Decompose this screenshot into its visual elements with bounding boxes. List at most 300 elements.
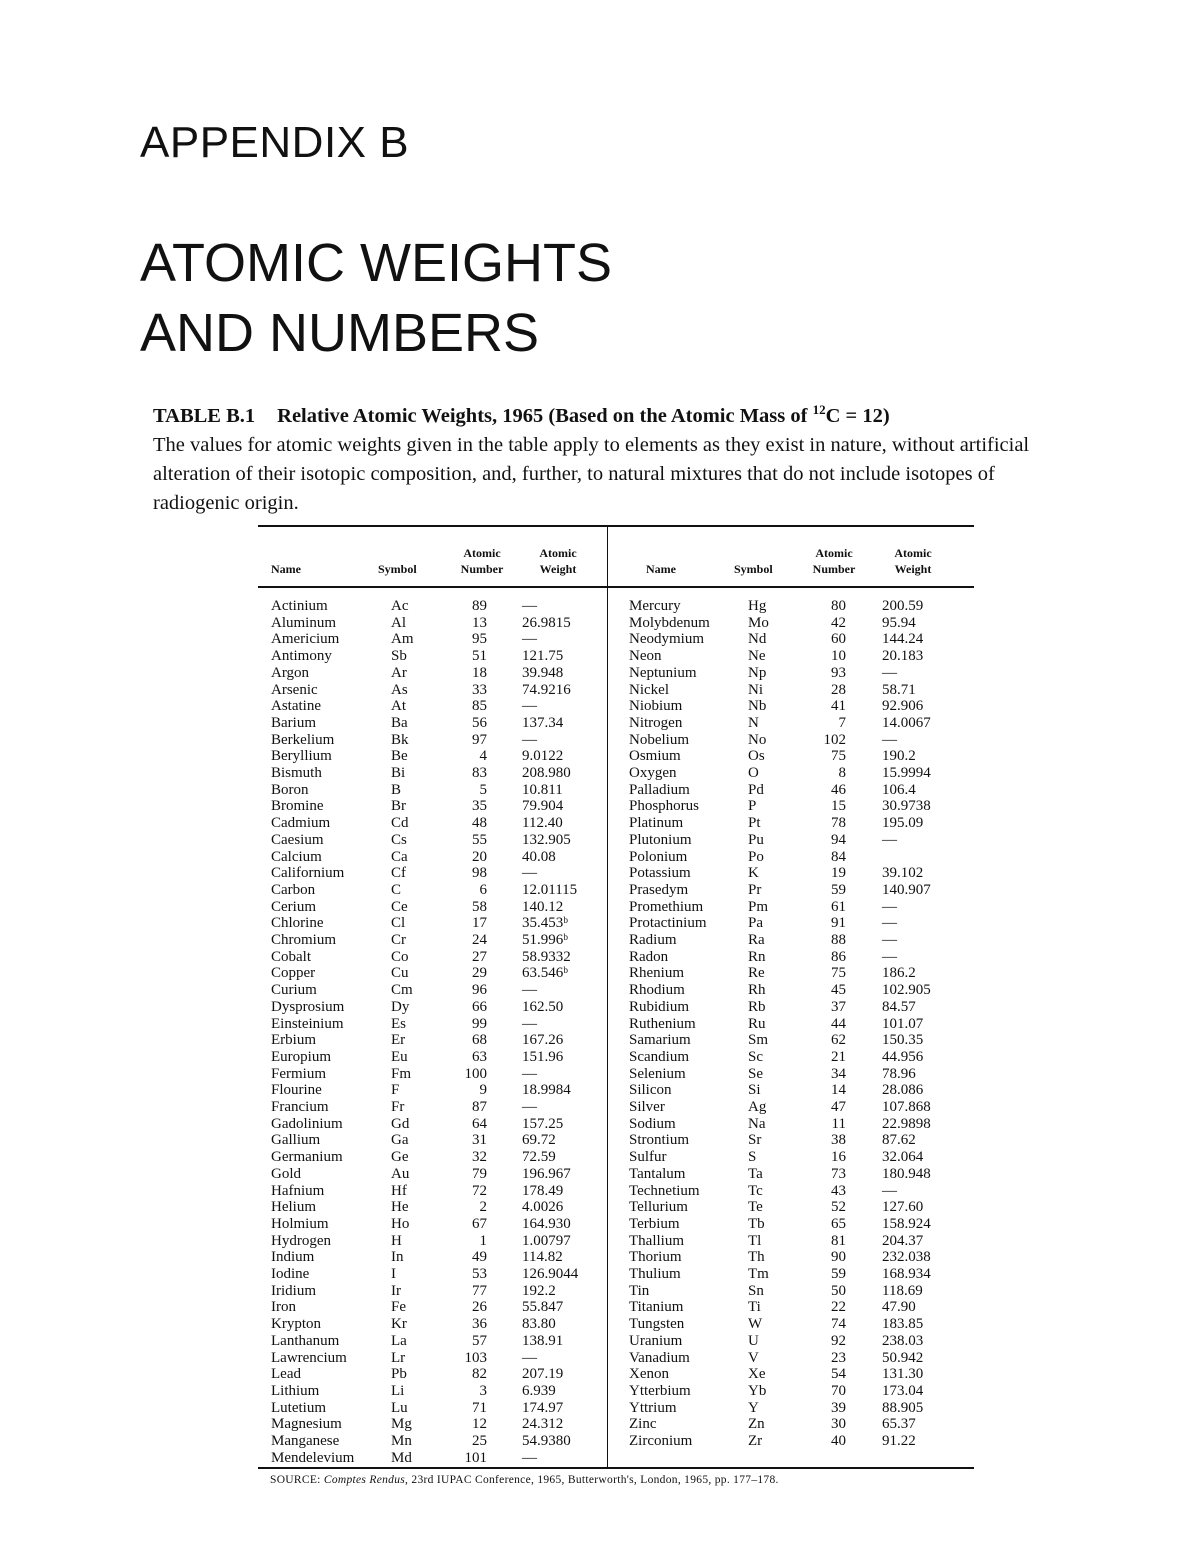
element-symbol: Sm bbox=[748, 1032, 769, 1049]
element-symbol: Mn bbox=[391, 1433, 412, 1449]
atomic-number: 27 bbox=[472, 948, 487, 965]
element-name: Rhenium bbox=[629, 965, 684, 982]
element-name: Molybdenum bbox=[629, 614, 710, 631]
table-row bbox=[258, 1350, 974, 1367]
atomic-number: 97 bbox=[472, 731, 487, 748]
atomic-weight: 50.942 bbox=[882, 1349, 924, 1366]
source-label: SOURCE: bbox=[270, 1474, 321, 1486]
atomic-weight: 118.69 bbox=[882, 1282, 923, 1299]
element-name: Thallium bbox=[629, 1232, 684, 1249]
table-row bbox=[258, 648, 974, 665]
element-name: Fermium bbox=[271, 1065, 326, 1082]
atomic-weight: — bbox=[882, 932, 897, 948]
atomic-weight: 168.934 bbox=[882, 1266, 931, 1282]
atomic-number: 103 bbox=[464, 1349, 487, 1366]
element-name: Europium bbox=[271, 1048, 331, 1065]
element-symbol: Ta bbox=[748, 1165, 763, 1182]
atomic-weight: 131.30 bbox=[882, 1366, 924, 1383]
table-row bbox=[258, 1183, 974, 1200]
element-name: Bismuth bbox=[271, 765, 322, 781]
atomic-weight: — bbox=[522, 1015, 537, 1032]
table-row bbox=[258, 1149, 974, 1166]
element-symbol: Na bbox=[748, 1115, 766, 1132]
table-row bbox=[258, 1366, 974, 1383]
atomic-number: 49 bbox=[472, 1249, 487, 1266]
atomic-number: 21 bbox=[831, 1048, 846, 1065]
table-header-rule bbox=[258, 586, 974, 588]
element-symbol: Co bbox=[391, 948, 409, 965]
element-symbol: Ge bbox=[391, 1149, 409, 1166]
table-row bbox=[258, 915, 974, 932]
atomic-number: 58 bbox=[472, 898, 487, 915]
element-symbol: Dy bbox=[391, 998, 410, 1015]
atomic-number: 80 bbox=[831, 598, 846, 614]
atomic-weight: — bbox=[882, 1182, 897, 1199]
atomic-weight: 54.9380 bbox=[522, 1433, 571, 1449]
table-row bbox=[258, 732, 974, 749]
atomic-number: 22 bbox=[831, 1299, 846, 1316]
table-row bbox=[258, 1216, 974, 1233]
element-symbol: Ba bbox=[391, 714, 408, 731]
atomic-number: 57 bbox=[472, 1332, 487, 1349]
element-name: Einsteinium bbox=[271, 1015, 344, 1032]
atomic-number: 38 bbox=[831, 1132, 846, 1149]
element-name: Technetium bbox=[629, 1182, 700, 1199]
atomic-weight: 106.4 bbox=[882, 781, 916, 798]
element-name: Osmium bbox=[629, 748, 681, 765]
atomic-weight: 55.847 bbox=[522, 1299, 564, 1316]
atomic-number: 95 bbox=[472, 631, 487, 648]
atomic-number: 96 bbox=[472, 982, 487, 999]
element-name: Arsenic bbox=[271, 681, 318, 698]
atomic-number: 46 bbox=[831, 781, 846, 798]
atomic-number: 3 bbox=[479, 1382, 487, 1399]
page-title bbox=[140, 228, 612, 368]
element-name: Nickel bbox=[629, 681, 669, 698]
atomic-weight: 6.939 bbox=[522, 1382, 556, 1399]
atomic-weight: 65.37 bbox=[882, 1416, 916, 1433]
atomic-weight: 167.26 bbox=[522, 1032, 564, 1049]
atomic-weight: — bbox=[522, 1099, 537, 1115]
atomic-number: 43 bbox=[831, 1182, 846, 1199]
element-symbol: U bbox=[748, 1332, 759, 1349]
element-name: Indium bbox=[271, 1249, 315, 1266]
element-symbol: Gd bbox=[391, 1115, 410, 1132]
atomic-weight: 14.0067 bbox=[882, 714, 931, 731]
atomic-weight: — bbox=[882, 731, 897, 748]
table-row bbox=[258, 1116, 974, 1133]
atomic-weight: 22.9898 bbox=[882, 1115, 931, 1132]
element-name: Erbium bbox=[271, 1032, 316, 1049]
atomic-number: 12 bbox=[472, 1416, 487, 1433]
atomic-weight: — bbox=[882, 831, 897, 848]
table-row bbox=[258, 782, 974, 799]
element-symbol: W bbox=[748, 1316, 763, 1333]
atomic-weight: 18.9984 bbox=[522, 1082, 571, 1099]
atomic-weight: 107.868 bbox=[882, 1099, 931, 1115]
atomic-number: 101 bbox=[464, 1449, 487, 1466]
element-name: Uranium bbox=[629, 1332, 683, 1349]
atomic-number: 64 bbox=[472, 1115, 487, 1132]
atomic-weight: 84.57 bbox=[882, 998, 916, 1015]
element-symbol: Ac bbox=[391, 598, 409, 614]
source-details: , 23rd IUPAC Conference, 1965, Butterworth's, London, 1965, pp. 177–178. bbox=[405, 1474, 779, 1486]
element-name: Calcium bbox=[271, 848, 322, 865]
atomic-number: 6 bbox=[479, 881, 487, 898]
atomic-number: 32 bbox=[472, 1149, 487, 1166]
element-name: Lead bbox=[271, 1366, 301, 1383]
atomic-number: 28 bbox=[831, 681, 846, 698]
element-symbol: S bbox=[748, 1149, 757, 1166]
element-symbol: Tb bbox=[748, 1215, 765, 1232]
element-symbol: Bi bbox=[391, 765, 406, 781]
element-symbol: Md bbox=[391, 1449, 412, 1466]
element-symbol: Cd bbox=[391, 815, 409, 832]
element-symbol: At bbox=[391, 698, 406, 715]
element-name: Actinium bbox=[271, 598, 328, 614]
element-name: Iridium bbox=[271, 1282, 316, 1299]
table-row bbox=[258, 1416, 974, 1433]
element-symbol: Rb bbox=[748, 998, 766, 1015]
atomic-number: 33 bbox=[472, 681, 487, 698]
atomic-number: 59 bbox=[831, 881, 846, 898]
element-symbol: Pm bbox=[748, 898, 769, 915]
table-row bbox=[258, 1082, 974, 1099]
element-name: Ytterbium bbox=[629, 1382, 691, 1399]
element-name: Astatine bbox=[271, 698, 321, 715]
element-symbol: Er bbox=[391, 1032, 406, 1049]
atomic-number: 8 bbox=[838, 765, 846, 781]
element-name: Radon bbox=[629, 948, 669, 965]
atomic-number: 29 bbox=[472, 965, 487, 982]
atomic-number: 74 bbox=[831, 1316, 846, 1333]
element-name: Germanium bbox=[271, 1149, 343, 1166]
atomic-number: 87 bbox=[472, 1099, 487, 1115]
element-name: Hafnium bbox=[271, 1182, 325, 1199]
atomic-number: 71 bbox=[472, 1399, 487, 1416]
source-publication: Comptes Rendus bbox=[323, 1474, 406, 1486]
element-symbol: Tl bbox=[748, 1232, 762, 1249]
element-symbol: Ni bbox=[748, 681, 763, 698]
table-row bbox=[258, 1249, 974, 1266]
atomic-weight: — bbox=[882, 948, 897, 965]
atomic-weight: 44.956 bbox=[882, 1048, 924, 1065]
element-symbol: Pa bbox=[748, 915, 763, 932]
element-name: Cadmium bbox=[271, 815, 331, 832]
table-row bbox=[258, 1433, 974, 1450]
element-name: Zinc bbox=[629, 1416, 657, 1433]
table-row bbox=[258, 682, 974, 699]
table-row bbox=[258, 949, 974, 966]
atomic-weight: 178.49 bbox=[522, 1182, 564, 1199]
element-symbol: Rn bbox=[748, 948, 766, 965]
atomic-weight: 232.038 bbox=[882, 1249, 931, 1266]
element-symbol: La bbox=[391, 1332, 407, 1349]
table-row bbox=[258, 1066, 974, 1083]
atomic-number: 86 bbox=[831, 948, 846, 965]
element-symbol: Sb bbox=[391, 648, 407, 665]
table-title-pre: Relative Atomic Weights, 1965 (Based on the Atomic Mass of bbox=[277, 404, 813, 427]
atomic-weight: 112.40 bbox=[522, 815, 563, 832]
atomic-number: 85 bbox=[472, 698, 487, 715]
table-row bbox=[258, 798, 974, 815]
element-name: Tungsten bbox=[629, 1316, 685, 1333]
element-name: Iron bbox=[271, 1299, 296, 1316]
element-name: Aluminum bbox=[271, 614, 337, 631]
element-name: Prasedym bbox=[629, 881, 689, 898]
atomic-number: 72 bbox=[472, 1182, 487, 1199]
element-symbol: Li bbox=[391, 1382, 405, 1399]
element-symbol: Bk bbox=[391, 731, 409, 748]
element-symbol: Th bbox=[748, 1249, 765, 1266]
atomic-number: 100 bbox=[464, 1065, 487, 1082]
atomic-number: 45 bbox=[831, 982, 846, 999]
atomic-number: 75 bbox=[831, 748, 846, 765]
element-symbol: Eu bbox=[391, 1048, 408, 1065]
element-symbol: In bbox=[391, 1249, 404, 1266]
element-name: Scandium bbox=[629, 1048, 689, 1065]
atomic-number: 93 bbox=[831, 664, 846, 681]
atomic-weight: 58.71 bbox=[882, 681, 916, 698]
element-symbol: Pb bbox=[391, 1366, 407, 1383]
element-name: Lanthanum bbox=[271, 1332, 340, 1349]
header-atomic-weight: Atomic Weight bbox=[894, 546, 932, 576]
atomic-weight: 79.904 bbox=[522, 798, 564, 815]
element-name: Gadolinium bbox=[271, 1115, 343, 1132]
atomic-number: 42 bbox=[831, 614, 846, 631]
element-name: Mercury bbox=[629, 598, 681, 614]
atomic-weight: 208.980 bbox=[522, 765, 571, 781]
atomic-number: 47 bbox=[831, 1099, 846, 1115]
element-name: Tellurium bbox=[629, 1199, 688, 1216]
element-symbol: Pr bbox=[748, 881, 762, 898]
element-symbol: Ca bbox=[391, 848, 408, 865]
page-title-line: AND NUMBERS bbox=[140, 303, 540, 363]
element-symbol: Al bbox=[391, 614, 406, 631]
element-symbol: Cu bbox=[391, 965, 409, 982]
element-symbol: Se bbox=[748, 1065, 763, 1082]
atomic-number: 39 bbox=[831, 1399, 846, 1416]
element-name: Berkelium bbox=[271, 731, 335, 748]
element-name: Mendelevium bbox=[271, 1449, 355, 1466]
element-symbol: Nb bbox=[748, 698, 767, 715]
element-symbol: C bbox=[391, 881, 402, 898]
element-name: Silicon bbox=[629, 1082, 672, 1099]
element-name: Argon bbox=[271, 664, 310, 681]
appendix-label: APPENDIX B bbox=[140, 118, 410, 167]
table-top-rule bbox=[258, 525, 974, 527]
element-name: Bromine bbox=[271, 798, 324, 815]
atomic-weight: 238.03 bbox=[882, 1332, 924, 1349]
element-symbol: No bbox=[748, 731, 767, 748]
table-row bbox=[258, 1299, 974, 1316]
atomic-weight: 30.9738 bbox=[882, 798, 931, 815]
element-name: Oxygen bbox=[629, 765, 677, 781]
element-name: Platinum bbox=[629, 815, 684, 832]
atomic-number: 83 bbox=[472, 765, 487, 781]
element-symbol: Hf bbox=[391, 1182, 407, 1199]
element-symbol: Fr bbox=[391, 1099, 405, 1115]
atomic-weight: 35.453ᵇ bbox=[522, 915, 568, 932]
atomic-weight: — bbox=[522, 1349, 537, 1366]
atomic-number: 40 bbox=[831, 1433, 846, 1449]
header-atomic-number: Atomic Number bbox=[460, 546, 504, 576]
atomic-number: 56 bbox=[472, 714, 487, 731]
element-symbol: Ir bbox=[391, 1282, 401, 1299]
atomic-number: 63 bbox=[472, 1048, 487, 1065]
element-symbol: K bbox=[748, 865, 759, 882]
element-name: Magnesium bbox=[271, 1416, 342, 1433]
element-name: Xenon bbox=[629, 1366, 669, 1383]
atomic-number: 92 bbox=[831, 1332, 846, 1349]
atomic-weight: 207.19 bbox=[522, 1366, 564, 1383]
atomic-number: 70 bbox=[831, 1382, 846, 1399]
element-name: Palladium bbox=[629, 781, 690, 798]
table-row bbox=[258, 1233, 974, 1250]
element-name: Cobalt bbox=[271, 948, 311, 965]
element-symbol: Fm bbox=[391, 1065, 412, 1082]
atomic-number: 30 bbox=[831, 1416, 846, 1433]
element-name: Sulfur bbox=[629, 1149, 667, 1166]
header-name: Name bbox=[271, 562, 301, 576]
element-name: Thorium bbox=[629, 1249, 682, 1266]
element-symbol: Kr bbox=[391, 1316, 407, 1333]
element-symbol: Ru bbox=[748, 1015, 766, 1032]
atomic-weight: 200.59 bbox=[882, 598, 924, 614]
atomic-weight: 190.2 bbox=[882, 748, 916, 765]
atomic-weight: 101.07 bbox=[882, 1015, 924, 1032]
table-row bbox=[258, 832, 974, 849]
element-symbol: Mo bbox=[748, 614, 769, 631]
atomic-weight: 174.97 bbox=[522, 1399, 564, 1416]
atomic-weight: 87.62 bbox=[882, 1132, 916, 1149]
atomic-number: 66 bbox=[472, 998, 487, 1015]
atomic-number: 81 bbox=[831, 1232, 846, 1249]
element-symbol: Po bbox=[748, 848, 764, 865]
element-symbol: Sr bbox=[748, 1132, 762, 1149]
atomic-weight: 20.183 bbox=[882, 648, 924, 665]
element-symbol: Zn bbox=[748, 1416, 765, 1433]
atomic-weight: 51.996ᵇ bbox=[522, 932, 568, 948]
element-symbol: Pt bbox=[748, 815, 761, 832]
atomic-weight: 92.906 bbox=[882, 698, 924, 715]
element-name: Polonium bbox=[629, 848, 688, 865]
table-description: The values for atomic weights given in the table apply to elements as they exist in nature, without artificial alteration of their isotopic composition, and, further, to natural mixtures that do not include isotopes of radiogenic origin. bbox=[153, 433, 1030, 514]
atomic-number: 73 bbox=[831, 1165, 846, 1182]
element-name: Rubidium bbox=[629, 998, 690, 1015]
atomic-weight: 164.930 bbox=[522, 1215, 571, 1232]
atomic-number: 91 bbox=[831, 915, 846, 932]
table-row bbox=[258, 1049, 974, 1066]
element-name: Terbium bbox=[629, 1215, 680, 1232]
atomic-number: 59 bbox=[831, 1266, 846, 1282]
atomic-weight: — bbox=[522, 865, 537, 882]
atomic-weight: 39.948 bbox=[522, 664, 564, 681]
element-name: Tantalum bbox=[629, 1165, 686, 1182]
element-name: Lawrencium bbox=[271, 1349, 347, 1366]
table-row bbox=[258, 882, 974, 899]
atomic-number: 2 bbox=[479, 1199, 487, 1216]
table-row bbox=[258, 765, 974, 782]
element-name: Thulium bbox=[629, 1266, 681, 1282]
element-symbol: N bbox=[748, 714, 759, 731]
element-symbol: Cs bbox=[391, 831, 407, 848]
table-row bbox=[258, 748, 974, 765]
atomic-number: 14 bbox=[831, 1082, 846, 1099]
atomic-number: 75 bbox=[831, 965, 846, 982]
table-row bbox=[258, 1099, 974, 1116]
element-name: Helium bbox=[271, 1199, 316, 1216]
element-symbol: Fe bbox=[391, 1299, 406, 1316]
atomic-weight: 32.064 bbox=[882, 1149, 924, 1166]
atomic-weight: 140.12 bbox=[522, 898, 564, 915]
table-row bbox=[258, 598, 974, 615]
element-name: Caesium bbox=[271, 831, 324, 848]
atomic-number: 10 bbox=[831, 648, 846, 665]
atomic-weight: 91.22 bbox=[882, 1433, 916, 1449]
element-symbol: Rh bbox=[748, 982, 766, 999]
atomic-number: 36 bbox=[472, 1316, 487, 1333]
atomic-number: 4 bbox=[479, 748, 487, 765]
atomic-weight: 195.09 bbox=[882, 815, 924, 832]
element-name: Cerium bbox=[271, 898, 316, 915]
table-row bbox=[258, 1450, 974, 1467]
atomic-weight: 95.94 bbox=[882, 614, 916, 631]
element-name: Neon bbox=[629, 648, 662, 665]
atomic-weight: 26.9815 bbox=[522, 614, 571, 631]
atomic-number: 98 bbox=[472, 865, 487, 882]
element-symbol: Tm bbox=[748, 1266, 769, 1282]
element-name: Barium bbox=[271, 714, 316, 731]
atomic-weight: 69.72 bbox=[522, 1132, 556, 1149]
element-symbol: Au bbox=[391, 1165, 410, 1182]
element-name: Samarium bbox=[629, 1032, 691, 1049]
atomic-weight: 138.91 bbox=[522, 1332, 564, 1349]
element-name: Rhodium bbox=[629, 982, 685, 999]
atomic-number: 52 bbox=[831, 1199, 846, 1216]
table-row bbox=[258, 1166, 974, 1183]
table-row bbox=[258, 1199, 974, 1216]
atomic-number: 51 bbox=[472, 648, 487, 665]
atomic-weight: 183.85 bbox=[882, 1316, 924, 1333]
atomic-number: 90 bbox=[831, 1249, 846, 1266]
element-name: Niobium bbox=[629, 698, 683, 715]
atomic-number: 55 bbox=[472, 831, 487, 848]
element-symbol: Be bbox=[391, 748, 408, 765]
element-name: Yttrium bbox=[629, 1399, 677, 1416]
atomic-number: 53 bbox=[472, 1266, 487, 1282]
atomic-number: 99 bbox=[472, 1015, 487, 1032]
element-symbol: Cl bbox=[391, 915, 406, 932]
atomic-weight: 173.04 bbox=[882, 1382, 924, 1399]
atomic-weight: — bbox=[522, 982, 537, 999]
table-bottom-rule bbox=[258, 1467, 974, 1469]
element-name: Flourine bbox=[271, 1082, 322, 1099]
element-name: Phosphorus bbox=[629, 798, 700, 815]
table-row bbox=[258, 982, 974, 999]
element-symbol: I bbox=[391, 1266, 396, 1282]
table-title-superscript: 12 bbox=[812, 402, 826, 417]
atomic-weight: 137.34 bbox=[522, 714, 564, 731]
atomic-number: 102 bbox=[823, 731, 846, 748]
element-name: Silver bbox=[629, 1099, 665, 1115]
element-symbol: As bbox=[391, 681, 408, 698]
atomic-weight: — bbox=[522, 698, 537, 715]
atomic-number: 31 bbox=[472, 1132, 487, 1149]
element-name: Selenium bbox=[629, 1065, 686, 1082]
element-symbol: Pd bbox=[748, 781, 764, 798]
atomic-number: 61 bbox=[831, 898, 846, 915]
